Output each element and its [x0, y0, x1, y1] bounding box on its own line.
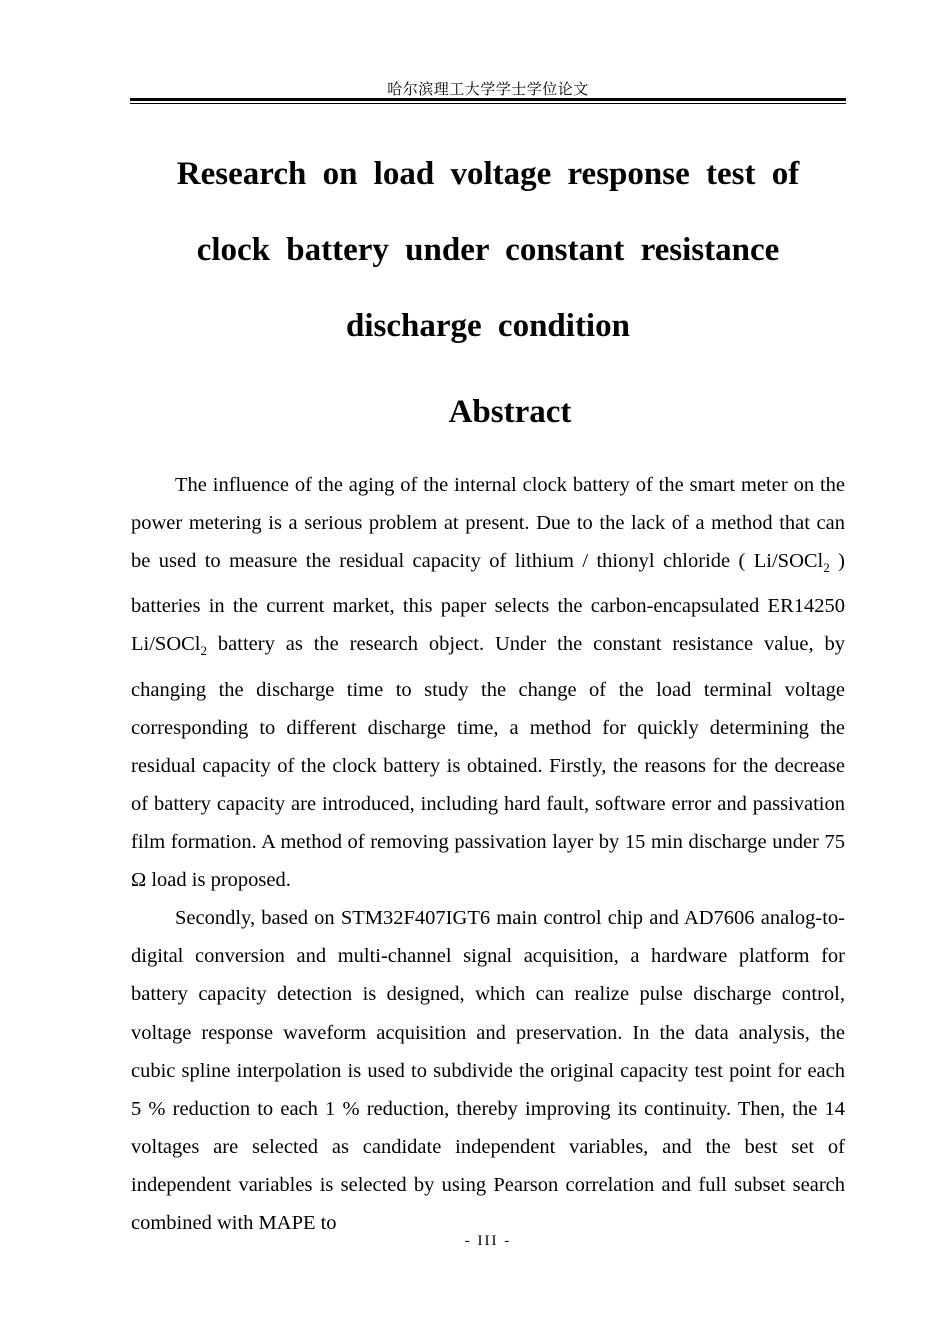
- running-header: 哈尔滨理工大学学士学位论文: [387, 80, 589, 98]
- thesis-title-line-2: clock battery under constant resistance: [196, 232, 780, 268]
- subscript-2: 2: [200, 643, 207, 659]
- subscript-2: 2: [823, 560, 830, 576]
- abstract-p1-text-a: The influence of the aging of the internal clock battery of the smart meter on the power metering is a serious problem at present. Due to the lack of a method that can be used to measure the residual capacity of lithium / thionyl chloride ( Li/SOCl: [131, 474, 845, 573]
- abstract-paragraph-1: [131, 466, 845, 899]
- thesis-title: [130, 148, 846, 376]
- thesis-title-line-1: Research on load voltage response test of: [176, 156, 800, 192]
- thesis-title-line-3: discharge condition: [346, 308, 630, 344]
- header-rule-thick: [130, 98, 846, 101]
- header-rule: [130, 98, 846, 105]
- abstract-p1-text-c: battery as the research object. Under the constant resistance value, by changing the discharge time to study the change of the load terminal voltage corresponding to different discharge time, a method for quickly determining the residual capacity of the clock battery is obtained. Firstly, the reasons for the decrease of battery capacity are introduced, including hard fault, software error and passivation film formation. A method of removing passivation layer by 15 min discharge under 75 Ω load is proposed.: [131, 633, 845, 892]
- page-number: - III -: [464, 1233, 512, 1249]
- abstract-body: [131, 466, 845, 1242]
- header-rule-thin: [130, 103, 846, 104]
- abstract-paragraph-2: Secondly, based on STM32F407IGT6 main control chip and AD7606 analog-to-digital conversion and multi-channel signal acquisition, a hardware platform for battery capacity detection is designed, which can realize pulse discharge control, voltage response waveform acquisition and preservation. In the data analysis, the cubic spline interpolation is used to subdivide the original capacity test point for each 5 % reduction to each 1 % reduction, thereby improving its continuity. Then, the 14 voltages are selected as candidate independent variables, and the best set of independent variables is selected by using Pearson correlation and full subset search combined with MAPE to: [131, 907, 845, 1234]
- abstract-heading: Abstract: [448, 394, 572, 430]
- abstract-p1-text-b: ) batteries in the current market, this paper selects the carbon-encapsulated ER14250 Li/SOCl: [131, 550, 845, 656]
